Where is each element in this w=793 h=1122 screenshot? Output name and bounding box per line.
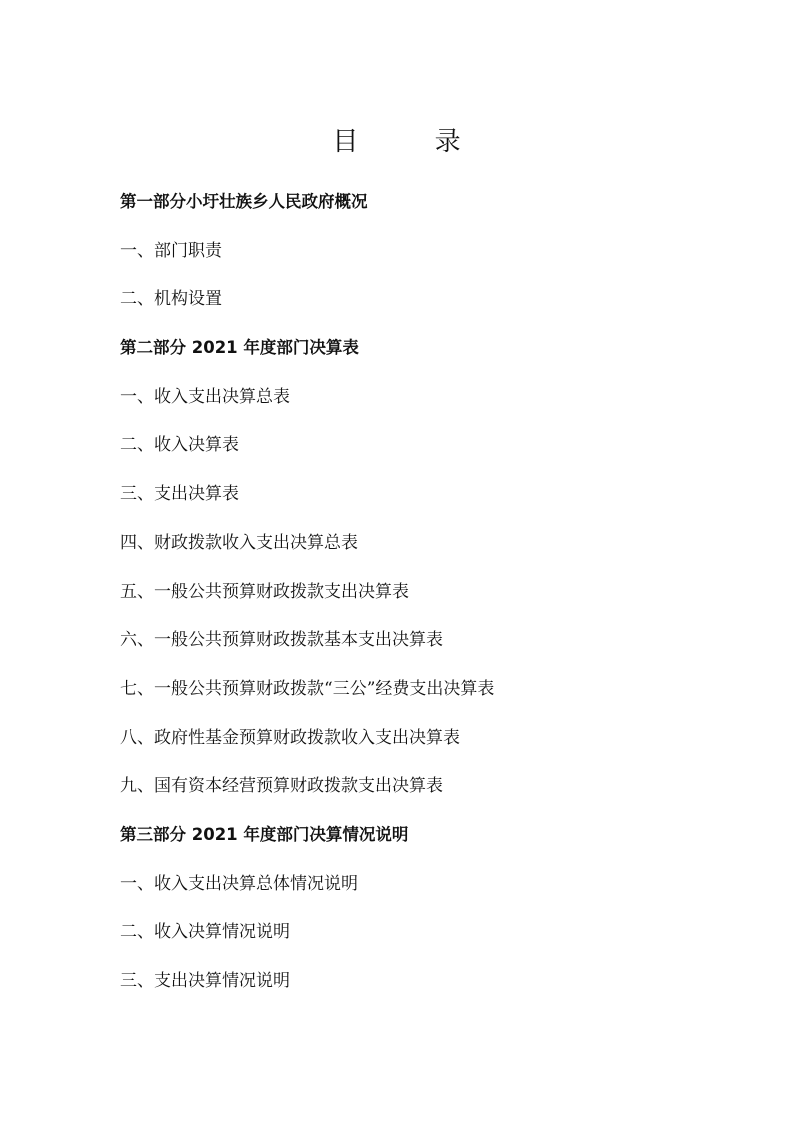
toc-item-expenditure-explanation: 三、支出决算情况说明: [120, 971, 290, 991]
toc-item-organization-setup: 二、机构设置: [120, 289, 222, 310]
toc-item-government-fund-budget: 八、政府性基金预算财政拨款收入支出决算表: [120, 727, 460, 748]
toc-item-general-budget-basic-expenditure: 六、一般公共预算财政拨款基本支出决算表: [120, 630, 443, 651]
toc-part-2: 第二部分 2021 年度部门决算表: [120, 338, 359, 358]
toc-item-general-budget-expenditure: 五、一般公共预算财政拨款支出决算表: [120, 581, 409, 602]
toc-item-department-duties: 一、部门职责: [120, 240, 222, 261]
toc-item-expenditure-table: 三、支出决算表: [120, 484, 239, 505]
toc-item-state-capital-budget: 九、国有资本经营预算财政拨款支出决算表: [120, 776, 443, 797]
toc-item-fiscal-appropriation-summary: 四、财政拨款收入支出决算总表: [120, 532, 358, 553]
toc-part-3: 第三部分 2021 年度部门决算情况说明: [120, 824, 409, 844]
toc-item-income-explanation: 二、收入决算情况说明: [120, 922, 290, 943]
page-title: 目 录: [332, 127, 495, 158]
toc-item-income-expenditure-summary: 一、收入支出决算总表: [120, 386, 290, 407]
table-of-contents: [120, 188, 740, 1016]
toc-item-three-public-expenses: 七、一般公共预算财政拨款“三公”经费支出决算表: [120, 678, 495, 699]
toc-item-overall-explanation: 一、收入支出决算总体情况说明: [120, 873, 358, 894]
toc-item-income-table: 二、收入决算表: [120, 435, 239, 456]
toc-part-1: 第一部分小圩壮族乡人民政府概况: [120, 192, 368, 211]
